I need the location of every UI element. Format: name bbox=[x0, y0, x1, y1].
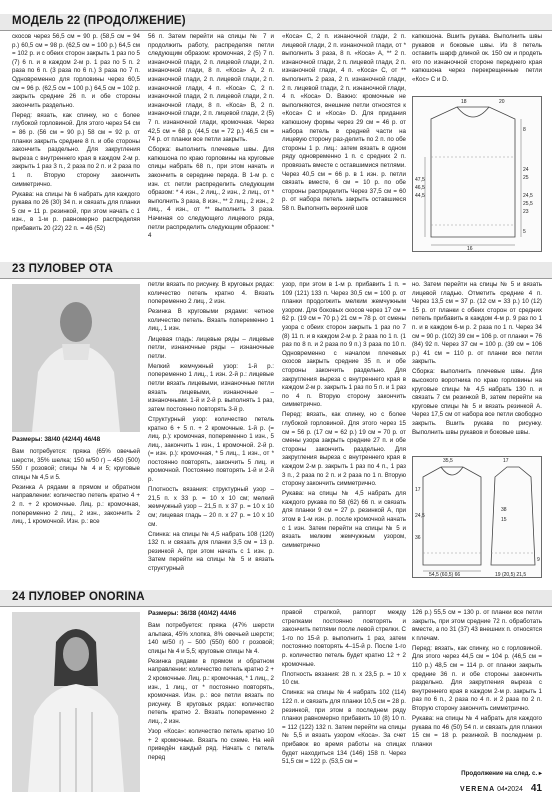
sec24-column-3 bbox=[282, 609, 406, 785]
sec24-sizes: Размеры: 36/38 (40/42) 44/46 bbox=[148, 610, 237, 617]
sec24-text-ribbing: Резинка рядами в прямом и обратном направлении: количество петель кратно 2 + 2 кромочные. Лиц. р.: кромочная, * 1 лиц., 2 изн., 1 лиц., от * постоянно повторять, кромочная. Изн. р.: все петли вязать по рисунку. В круговых рядах: количество петель кратно 2. Вязать попеременно 2 лиц., 2 изн. bbox=[148, 657, 274, 726]
schema-label: 17 bbox=[503, 458, 509, 464]
sec23-text-stockinette: Лицевая гладь: лицевые ряды – лицевые петли, изнаночные ряды – изнаночные петли. bbox=[148, 335, 274, 360]
schema-label: 9 bbox=[537, 557, 540, 563]
schema-label: 23 bbox=[523, 209, 529, 215]
sec23-text-ribbing-a: Резинка А рядами в прямом и обратном направлении: количество петель кратно 4 + 2 п. + 2 кромочные. Лиц. р.: кромочная, попеременно 2 лиц., 2 изн., закончить 2 лиц., 1 кромочной. Изн. р.: все bbox=[12, 483, 140, 526]
sec22-column-4 bbox=[412, 33, 542, 93]
sec24-text-cable-cont: правой стрелкой, раппорт между стрелками постоянно повторять и закончить петлями после левой стрелки. С 1-го по 15-й р. выполнить 1 раз, затем постоянно повторять 4–15-й р. После 1-го р. количество петель будет кратно 12 + 2 кромочные. bbox=[282, 609, 406, 668]
sec23-text-gauge: Плотность вязания: структурный узор – 21,5 п. x 33 р. = 10 x 10 см; мелкий жемчужный узор – 21,5 п. x 37 р. = 10 x 10 см; лицевая гладь – 20 п. x 27 р. = 10 x 10 см. bbox=[148, 486, 274, 528]
schema-label: 24 bbox=[523, 167, 529, 173]
schema-label: 18 bbox=[461, 99, 467, 105]
schema-label: 25 bbox=[523, 175, 529, 181]
section-header-23 bbox=[0, 262, 552, 278]
sec22-text-back-end: скосов через 56,5 см = 90 р. (58,5 см = 94 р.) 60,5 см = 98 р. (62,5 см = 100 р.) 64,5 см = 102 р. и с обеих сторон закрыть 1 раз по 5 (7) 6 п. и в каждом 2-м р. 1 раз по 5 п. 2 раза по 6 п. (3 раза по 6 п.) 3 раза по 7 п. Одновременно для горловины через 60,5 см = 96 р. (62,5 см = 100 р.) 64,5 см = 102 р. закрыть средние 26 п. и обе стороны закончить раздельно. bbox=[12, 33, 140, 109]
schema-label: 25,5 bbox=[523, 201, 533, 207]
page-footer bbox=[460, 783, 542, 794]
schema-label: 20 bbox=[499, 99, 505, 105]
schema-label: 46,5 bbox=[415, 185, 425, 191]
sec23-column-2 bbox=[148, 281, 274, 577]
schema-label: 5 bbox=[523, 229, 526, 235]
sec22-column-1 bbox=[12, 33, 140, 255]
sec23-text-materials: Вам потребуется: пряжа (65% овечьей шерсти, 35% шелка; 150 м/50 г) – 450 (500) 550 г розовой; спицы № 4 и 5; круговые спицы № 4,5 и 5. bbox=[12, 448, 140, 481]
section-header-22 bbox=[0, 14, 552, 30]
page-number: 41 bbox=[530, 783, 542, 794]
sec23-sizes: Размеры: 38/40 (42/44) 46/48 bbox=[12, 436, 101, 443]
sec24-text-back: Спинка: на спицы № 4 набрать 102 (114) 122 п. и связать для планки 10,5 см = 28 р. резинкой, при этом в последнем ряду планки равномерно прибавить 10 (8) 10 п. = 112 (122) 132 п. Затем перейти на спицы № 5,5 и вязать узором «Коса». За счет прибавок во время работы на спицах будет находиться 134 (146) 158 п. Через 51,5 см = 122 р. (53,5 см = bbox=[282, 689, 406, 766]
sec23-text-texture-pattern: Структурный узор: количество петель кратно 6 + 5 п. + 2 кромочные. 1-й р. (= лиц. р.): кромочная, попеременно 1 изн., 5 лиц., закончить 1 изн., 1 кромочной. 2-й р. (= изн. р.): кромочная, * 5 лиц., 1 изн., от * постоянно повторять, закончить 5 лиц. и кромочной. Постоянно повторять 1-й и 2-й р. bbox=[148, 415, 274, 484]
model-photo-23 bbox=[12, 284, 140, 432]
sec23-column-1 bbox=[12, 448, 140, 578]
section-title-24: 24 ПУЛОВЕР ONORINA bbox=[12, 591, 145, 603]
model-photo-24 bbox=[12, 612, 140, 792]
sec23-text-back-cont: узор, при этом в 1-м р. прибавить 1 п. = 109 (121) 133 п. Через 30,5 см = 100 р. от планки продолжить мелким жемчужным узором. Для боковых скосов через 17 см = 62 р. (19 см = 70 р.) 21 см = 78 р. от смены узора с обеих сторон закрыть 1 раз по 7 (8) 11 п. и в каждом 2-м р. 2 раза по 1 п. (1 раз по 8 п. и 2 раза по 9 п.) 3 раза по 10 п. Одновременно с началом плечевых скосов закрыть средние 35 п. и обе стороны закончить раздельно. Для закругления выреза с внутреннего края в каждом 2-м р. закрыть 1 раз по 5 п. и 1 раз по 4 п. Вторую сторону закончить симметрично. bbox=[282, 281, 406, 409]
section-title-22: МОДЕЛЬ 22 (ПРОДОЛЖЕНИЕ) bbox=[12, 15, 186, 27]
sec22-pattern-schema bbox=[412, 96, 542, 252]
sec24-column-4 bbox=[412, 609, 542, 769]
schema-label: 17 bbox=[415, 487, 421, 493]
sec23-text-ribbing-b: Резинка В круговыми рядами: четное количество петель. Вязать попеременно 1 лиц., 1 изн. bbox=[148, 308, 274, 333]
schema-label: 24,5 bbox=[415, 513, 425, 519]
sec24-text-back-cont: 126 р.) 55,5 см = 130 р. от планки все петли закрыть, при этом средние 72 п. обработать вместе, а по 31 (37) 43 внешних п. относятся к плечам. bbox=[412, 609, 542, 642]
schema-label: 19 (20,5) 21,5 bbox=[495, 572, 527, 578]
schema-label: 54,5 (60,5) 66 bbox=[429, 572, 461, 578]
sec22-text-assembly: Сборка: выполнить плечевые швы. Для капюшона по краю горловины на круговые спицы набрать 68 п., при этом начать и закончить в середине переда. В 1-м р. с изн. ст. петли распределить следующим образом: * 4 изн., 2 лиц., 2 изн., 2 лиц., от * выполнить 3 раза, 8 изн., ** 2 лиц., 2 изн., 2 лиц., 4 изн., от ** выполнить 3 раза. Начиная со следующего лицевого ряда, петли распределить следующим образом: * 4 bbox=[148, 146, 274, 240]
sec24-text-gauge: Плотность вязания: 28 п. x 23,5 р. = 10 x 10 см. bbox=[282, 670, 406, 687]
sec24-text-front: Перед: вязать, как спинку, но с горловиной. Для этого через 44,5 см = 104 р. (46,5 см = 110 р.) 48,5 см = 114 р. от планки закрыть средние 36 п. и обе стороны закончить раздельно. Для закругления выреза с внутреннего края в каждом 2-м р. закрыть 1 раз по 6 п., 2 раза по 4 п. и 2 раза по 2 п. Вторую сторону закончить симметрично. bbox=[412, 644, 542, 713]
sec23-pattern-schema bbox=[412, 456, 542, 578]
continued-note: Продолжение на след. с. ▸ bbox=[461, 770, 542, 777]
sec23-text-seed-stitch: Мелкий жемчужный узор: 1-й р.: попеременно 1 лиц., 1 изн. 2-й р.: лицевые петли вязать лицевыми, изнаночные петли вязать лицевыми, изнаночные – изнаночными. 1-й и 2-й р. выполнять 1 раз, затем постоянно повторять 3-й р. bbox=[148, 362, 274, 413]
schema-label: 35,5 bbox=[443, 458, 453, 464]
sec23-column-3 bbox=[282, 281, 406, 577]
sec24-text-cable: Узор «Коса»: количество петель кратно 10 + 2 кромочные. Вязать по схеме. На ней приведён каждый ряд. Начать с петель перед bbox=[148, 728, 274, 761]
sec23-text-sleeves-cont: но. Затем перейти на спицы № 5 и вязать лицевой гладью. Отметить средние 4 п. Через 13,5 см = 37 р. (12 см = 33 р.) 10 (12) 15 р. от планки с обеих сторон от средних петель прибавить в каждом 4-м р. 9 раз по 1 п. и в каждом 6-м р. 2 раза по 1 п. Через 34 см = 90 р. (102) 39 см = 106 р. от планки = 76 (84) 92 п. Через 37 см = 100 р. (39 см = 106 р.) 41 см = 110 р. от планки все петли закрыть. bbox=[412, 281, 542, 366]
schema-label: 38 bbox=[501, 507, 507, 513]
sec23-schema-drawing bbox=[413, 457, 543, 579]
sec23-text-assembly: Сборка: выполнить плечевые швы. Для высокого воротника по краю горловины на круговые спицы № 4,5 набрать 130 п. и связать 7 см резинкой В, затем перейти на круговые спицы № 5 и вязать резинкой А. Через 17,5 см от набора все петли свободно закрыть. Вшить рукава по рисунку. Выполнить швы рукавов и боковые швы. bbox=[412, 368, 542, 436]
schema-label: 36 bbox=[415, 535, 421, 541]
section-header-24 bbox=[0, 590, 552, 606]
sec22-text-hood: «Коса» С, 2 п. изнаночной глади, 2 п. лицевой глади, 2 п. изнаночной глади, от * выполнить 3 раза, 8 п. «Коса» A, ** 2 п. изнаночной глади, 2 п. лицевой глади, 2 п. изнаночной глади, 4 п. «Коса» С, от ** выполнить 2 раза, 2 п. изнаночной глади, 2 п. лицевой глади, 2 п. изнаночной глади, 4 п. «Коса» D. Важно: кромочные не выполняются, внешние петли относятся к «Коса» С и «Коса» D. Для придания капюшону формы через 29 см = 46 р. от набора петель в средней части на лицевую сторону раз-делить по 2 п. по обе стороны 1 р. лиц.: затем вязать в одном ряду одновременно 1 п. с средних 2 п. провязать вместе с оставшимися петлями. Через 40,5 см = 66 р. в 1 изн. р. петли связать вместе, 6 см = 10 р. по обе стороны распределить Через 37,5 см = 60 р. от набора петель закрыть оставшиеся 58 п. Выполнить верхний шов bbox=[282, 33, 406, 212]
sec24-column-2 bbox=[148, 622, 274, 784]
sec22-column-3 bbox=[282, 33, 406, 255]
issue-number: 04•2024 bbox=[497, 786, 523, 793]
schema-label: 47,5 bbox=[415, 177, 425, 183]
schema-label: 44,5 bbox=[415, 193, 425, 199]
sec23-text-sleeves: Рукава: на спицы № 4,5 набрать для каждого рукава по 58 (62) 66 п. и связать для планки 9 см = 27 р. резинкой А, при этом в 1-м изн. р. после кромочной начать с 1 изн. Затем перейти на спицы № 5 и вязать мелким жемчужным узором, симметрично bbox=[282, 490, 406, 549]
sec22-column-2 bbox=[148, 33, 274, 255]
sec22-text-sleeves: Рукава: на спицы № 6 набрать для каждого рукава по 26 (30) 34 п. и связать для планки 5 см = 11 р. резинкой, при этом начать с 1 изн., в 1-м р. равномерно распределяя прибавить 20 (22) 22 п. = 46 (52) bbox=[12, 190, 140, 233]
sec23-text-ribbing-cont: петли вязать по рисунку. В круговых рядах: количество петель кратно 4. Вязать попеременно 2 лиц., 2 изн. bbox=[148, 281, 274, 306]
schema-label: 24,5 bbox=[523, 193, 533, 199]
section-title-23: 23 ПУЛОВЕР ОТА bbox=[12, 263, 114, 275]
sec24-text-sleeves: Рукава: на спицы № 4 набрать для каждого рукава по 46 (50) 54 п. и связать для планки 15 см = 18 р. резинкой. В последнем р. планки bbox=[412, 715, 542, 748]
sec23-text-front: Перед: вязать, как спинку, но с более глубокой горловиной. Для этого через 15 см = 56 р. (17 см = 62 р.) 19 см = 70 р. от смены узора закрыть средние 27 п. и обе стороны закончить раздельно. Для закругления выреза с внутреннего края в каждом 2-м р. закрыть 1 раз по 4 п., 1 раз 3 п., 2 раза по 2 п. и 2 раза по 1 п. Вторую сторону закончить симметрично. bbox=[282, 411, 406, 488]
sec22-text-hood-finish: капюшона. Вшить рукава. Выполнить швы рукавов и боковые швы. Из 8 петель оставить шарф длиной ок. 150 см и продеть его по изнаночной стороне переднего края капюшона через перекрещенные петли «Кос» С и D. bbox=[412, 33, 542, 83]
sec22-text-front: Перед: вязать, как спинку, но с более глубокой горловиной. Для этого через 54 см = 86 р. (56 см = 90 р.) 58 см = 92 р. от планки закрыть средние 8 п. и обе стороны закончить раздельно. Для закругления выреза с внутреннего края в каждом 2-м р. закрыть 1 раз 3 п., 2 раза по 2 п. и 2 раза по 1 п. Вторую сторону закончить симметрично. bbox=[12, 111, 140, 188]
sec24-text-materials: Вам потребуется: пряжа (47% шерсти альпака, 45% хлопка, 8% овечьей шерсти; 140 м/50 г) – 500 (550) 600 г розовой; спицы № 4 и 5,5; круговые спицы № 4. bbox=[148, 622, 274, 655]
schema-label: 8 bbox=[523, 127, 526, 133]
sec23-column-4 bbox=[412, 281, 542, 451]
schema-label: 16 bbox=[467, 246, 473, 252]
magazine-name: VERENA bbox=[459, 786, 496, 793]
schema-label: 15 bbox=[501, 517, 507, 523]
sec22-text-sleeve-pattern: 56 п. Затем перейти на спицы № 7 и продолжить работу, распределяя петли следующим образом: кромочная, 2 (5) 7 п. изнаночной глади, 2 п. лицевой глади, 2 п. изнаночной глади, 8 п. «Коса» A, 2 п. изнаночной глади, 2 п. лицевой глади, 2 п. изнаночной глади, 4 п. «Коса» С, 2 п. изнаночной глади, 2 п. лицевой глади, 2 п. изнаночной глади, 8 п. «Коса» B, 2 п. изнаночной глади, 2 п. лицевой глади, 2 (5) 7 п. изнаночной глади, кромочная. Через 42,5 см = 68 р. (44,5 см = 72 р.) 46,5 см = 74 р. от планки все петли закрыть. bbox=[148, 33, 274, 144]
sec23-text-back: Спинка: на спицы № 4,5 набрать 108 (120) 132 п. и связать для планки 3,5 см = 13 р. резинкой А, при этом начать с 1 изн. р. Затем перейти на спицы № 5 и вязать структурный bbox=[148, 530, 274, 572]
